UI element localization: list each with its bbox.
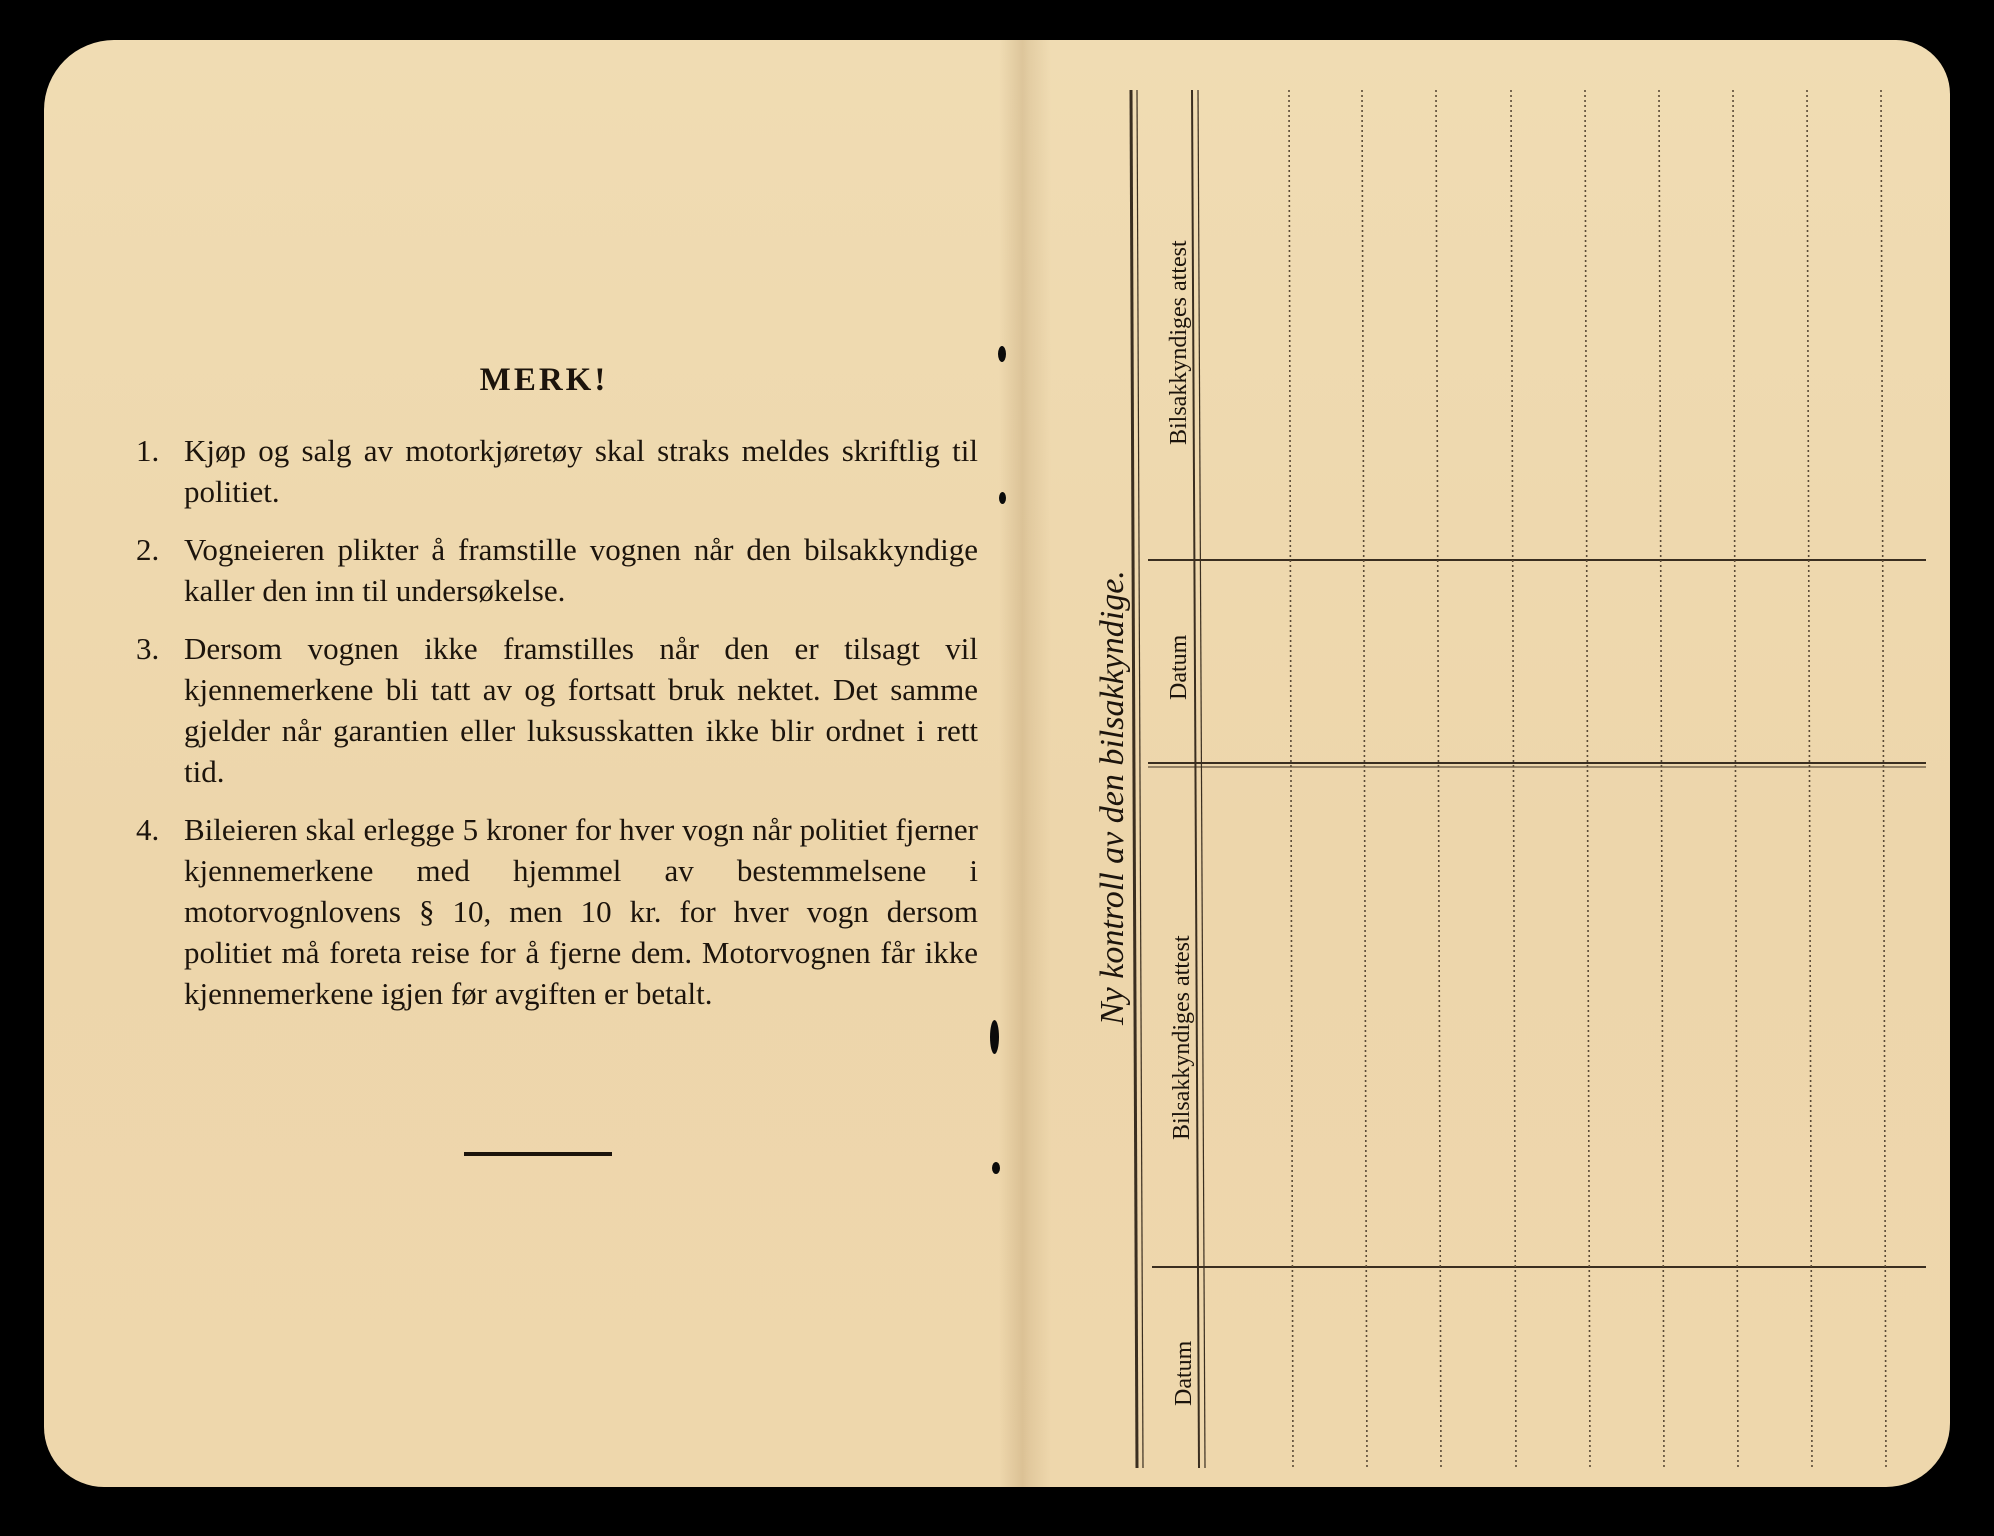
note-number: 3. [136,631,160,666]
section-label: Bilsakkyndiges attest [1166,240,1192,445]
note-number: 1. [136,433,160,468]
booklet [44,40,1950,1487]
note-text: Dersom vognen ikke framstilles når den er tilsagt vil kjennemerkene bli tatt av og fortsatt bruk nektet. Det samme gjelder når garantien eller luksusskatten ikke blir ordnet i rett tid. [184,631,978,789]
note-number: 2. [136,532,160,567]
section-label: Bilsakkyndiges attest [1169,935,1195,1140]
note-text: Bileieren skal erlegge 5 kroner for hver vogn når politiet fjerner kjennemerkene med hjemmel av bestemmelsene i motorvognlovens § 10, men 10 kr. for hver vogn dersom politiet må foreta reise for å fjerne dem. Motorvognen får ikke kjennemerkene igjen før avgiften er betalt. [184,812,978,1011]
section-label: Datum [1166,634,1192,700]
note-number: 4. [136,812,160,847]
merk-heading: MERK! [479,362,609,398]
note-text: Vogneieren plikter å framstille vognen når den bilsakkyndige kaller den inn til undersøkelse. [184,532,978,608]
section-label: Datum [1171,1340,1197,1406]
note-text: Kjøp og salg av motorkjøretøy skal straks meldes skriftlig til politiet. [184,433,978,509]
control-table [44,40,1950,1487]
control-title: Ny kontroll av den bilsakkyndige. [1094,570,1131,1025]
